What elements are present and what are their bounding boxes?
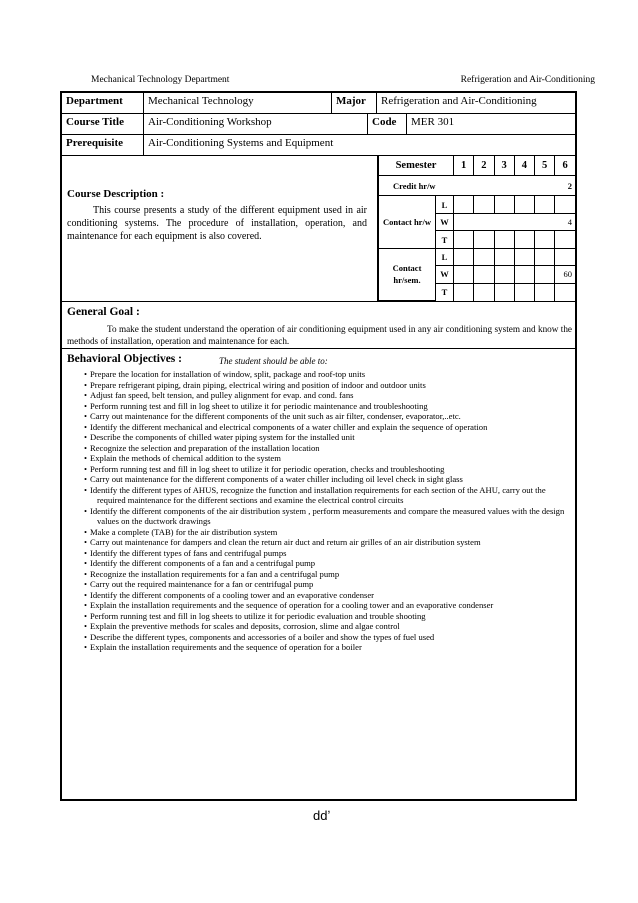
department-value: Mechanical Technology	[144, 93, 332, 113]
objective-item	[67, 611, 574, 622]
bullet-icon: •	[84, 369, 88, 379]
objective-item	[67, 527, 574, 538]
objective-item	[67, 453, 574, 464]
objective-text: Identify the different components of a cooling tower and an evaporative condenser	[90, 589, 375, 600]
objective-text: Perform running test and fill in log sheet to utilize it for periodic maintenance and troubleshooting	[90, 400, 428, 411]
objective-item	[67, 390, 574, 401]
major-label: Major	[332, 93, 377, 113]
semester-number: 4	[514, 156, 534, 175]
bullet-icon: •	[84, 537, 88, 547]
semester-label: Semester	[379, 156, 454, 175]
row-label-lecture: L	[436, 248, 454, 265]
objective-text: Adjust fan speed, belt tension, and pulley alignment for evap. and cond. fans	[90, 390, 354, 400]
code-label: Code	[368, 114, 407, 134]
page-number: ddʼ	[313, 808, 331, 823]
course-title-label: Course Title	[62, 114, 144, 134]
description-row	[62, 156, 575, 302]
department-row	[62, 93, 575, 114]
bullet-icon: •	[84, 621, 88, 631]
course-title-row	[62, 114, 575, 135]
department-label: Department	[62, 93, 144, 113]
objective-item	[67, 443, 574, 454]
objective-text: Identify the different components of the air distribution system , perform measurements and compare the measured values with the design values on the ductwork drawings	[90, 505, 565, 526]
objective-text: Perform running test and fill in log sheet to utilize it for periodic operation, checks and troubleshooting	[90, 463, 445, 474]
bullet-icon: •	[84, 463, 88, 474]
objective-item	[67, 642, 574, 653]
objective-item	[67, 422, 574, 433]
bullet-icon: •	[84, 379, 88, 390]
objective-text: Identify the different mechanical and electrical components of a water chiller and explain the sequence of operation	[90, 421, 488, 432]
objective-text: Explain the preventive methods for scales and deposits, corrosion, slime and algae control	[90, 621, 400, 631]
objective-item	[67, 579, 574, 590]
course-description-title: Course Description :	[67, 188, 165, 200]
objective-item	[67, 474, 574, 485]
course-title-value: Air-Conditioning Workshop	[144, 114, 368, 134]
objective-text: Describe the different types, components and accessories of a boiler and show the types of fuel used	[90, 631, 435, 642]
objective-text: Identify the different types of fans and centrifugal pumps	[90, 547, 287, 558]
bullet-icon: •	[84, 442, 88, 453]
general-goal-row	[62, 302, 575, 349]
semester-grid	[377, 156, 575, 301]
bullet-icon: •	[84, 631, 88, 642]
course-spec-table	[60, 91, 577, 801]
objective-item	[67, 590, 574, 601]
bullet-icon: •	[84, 526, 88, 537]
objective-item	[67, 411, 574, 422]
objective-text: Identify the different components of a fan and a centrifugal pump	[90, 558, 316, 568]
bullet-icon: •	[84, 421, 88, 432]
bullet-icon: •	[84, 453, 88, 463]
credit-hours-value: 2	[555, 175, 575, 195]
bullet-icon: •	[84, 390, 88, 400]
objective-item	[67, 432, 574, 443]
bullet-icon: •	[84, 474, 88, 484]
objective-item	[67, 401, 574, 412]
objective-item	[67, 380, 574, 391]
objective-text: Make a complete (TAB) for the air distribution system	[90, 526, 278, 537]
objective-text: Prepare refrigerant piping, drain piping, electrical wiring and position of indoor and outdoor units	[90, 379, 426, 390]
objective-text: Carry out the required maintenance for a fan or centrifugal pump	[90, 579, 314, 589]
credit-hours-label: Credit hr/w	[379, 175, 555, 195]
objective-item	[67, 485, 574, 506]
objective-item	[67, 621, 574, 632]
contact-hours-semester-label: Contact hr/sem.	[379, 248, 436, 300]
contact-hours-semester-value: 60	[555, 266, 575, 283]
bullet-icon: •	[84, 547, 88, 558]
general-goal-text	[67, 323, 572, 347]
prerequisite-row	[62, 135, 575, 156]
general-goal-title: General Goal :	[67, 306, 140, 318]
objective-item	[67, 632, 574, 643]
row-label-tutorial: T	[436, 283, 454, 300]
objective-item	[67, 506, 574, 527]
objective-text: Carry out maintenance for dampers and clean the return air duct and return air grilles of an air distribution system	[90, 537, 481, 547]
contact-hours-week-label: Contact hr/w	[379, 196, 436, 248]
semester-number: 6	[555, 156, 575, 175]
bullet-icon: •	[84, 558, 88, 568]
bullet-icon: •	[84, 484, 88, 495]
description-rest: used in air conditioning systems. The procedure of installation, operation, and maintenance for each equipment is also covered.	[67, 205, 368, 242]
objectives-subtitle: The student should be able to:	[219, 356, 328, 366]
goal-rest: system and know the methods of installation, operation and maintenance for each.	[67, 324, 573, 346]
objective-text: Recognize the installation requirements for a fan and a centrifugal pump	[90, 568, 340, 579]
objectives-list	[67, 369, 574, 653]
code-value: MER 301	[411, 116, 455, 128]
objective-text: Prepare the location for installation of window, split, package and roof-top units	[90, 369, 366, 379]
bullet-icon: •	[84, 610, 88, 621]
objective-text: Describe the components of chilled water piping system for the installed unit	[90, 432, 355, 442]
objectives-title: Behavioral Objectives :	[67, 353, 182, 365]
bullet-icon: •	[84, 411, 88, 421]
objective-item	[67, 569, 574, 580]
objective-text: Explain the installation requirements and the sequence of operation for a cooling tower and an evaporative condenser	[90, 600, 494, 610]
header-department: Mechanical Technology Department	[91, 75, 230, 85]
objective-text: Perform running test and fill in log sheets to utilize it for periodic evaluation and trouble shooting	[90, 610, 426, 621]
row-label-workshop: W	[436, 213, 454, 230]
bullet-icon: •	[84, 568, 88, 579]
bullet-icon: •	[84, 400, 88, 411]
header-program: Refrigeration and Air-Conditioning	[460, 75, 595, 85]
semester-number: 5	[535, 156, 555, 175]
bullet-icon: •	[84, 579, 88, 589]
description-first-line: This course presents a study of the different equipment	[93, 205, 321, 216]
objective-item	[67, 600, 574, 611]
objective-item	[67, 537, 574, 548]
bullet-icon: •	[84, 589, 88, 600]
bullet-icon: •	[84, 642, 88, 652]
row-label-lecture: L	[436, 196, 454, 213]
objective-text: Recognize the selection and preparation of the installation location	[90, 442, 320, 453]
objective-text: Carry out maintenance for the different components of the unit such as air filter, condenser, evaporator,..etc.	[90, 411, 461, 421]
objective-item	[67, 464, 574, 475]
objective-item	[67, 548, 574, 559]
semester-number: 1	[454, 156, 474, 175]
bullet-icon: •	[84, 432, 88, 442]
contact-hours-week-value: 4	[555, 213, 575, 230]
objective-text: Explain the methods of chemical addition to the system	[90, 453, 281, 463]
objective-text: Carry out maintenance for the different components of a water chiller including oil level check in sight glass	[90, 474, 463, 484]
row-label-workshop: W	[436, 266, 454, 283]
bullet-icon: •	[84, 505, 88, 516]
objectives-row	[62, 349, 575, 799]
semester-number: 3	[494, 156, 514, 175]
major-value: Refrigeration and Air-Conditioning	[381, 95, 537, 107]
row-label-tutorial: T	[436, 231, 454, 248]
goal-first-line: To make the student understand the operation of air conditioning equipment used in any air conditioning	[107, 324, 493, 334]
objective-text: Identify the different types of AHUS, recognize the function and installation requirements for each section of the AHU, carry out the required maintenance for the different sections and examine the electrical control circuits	[90, 484, 546, 505]
course-description-text	[67, 204, 367, 243]
prerequisite-label: Prerequisite	[62, 135, 144, 155]
bullet-icon: •	[84, 600, 88, 610]
objective-item	[67, 558, 574, 569]
prerequisite-value: Air-Conditioning Systems and Equipment	[148, 137, 334, 149]
objective-item	[67, 369, 574, 380]
objective-text: Explain the installation requirements and the sequence of operation for a boiler	[90, 642, 362, 652]
semester-number: 2	[474, 156, 494, 175]
